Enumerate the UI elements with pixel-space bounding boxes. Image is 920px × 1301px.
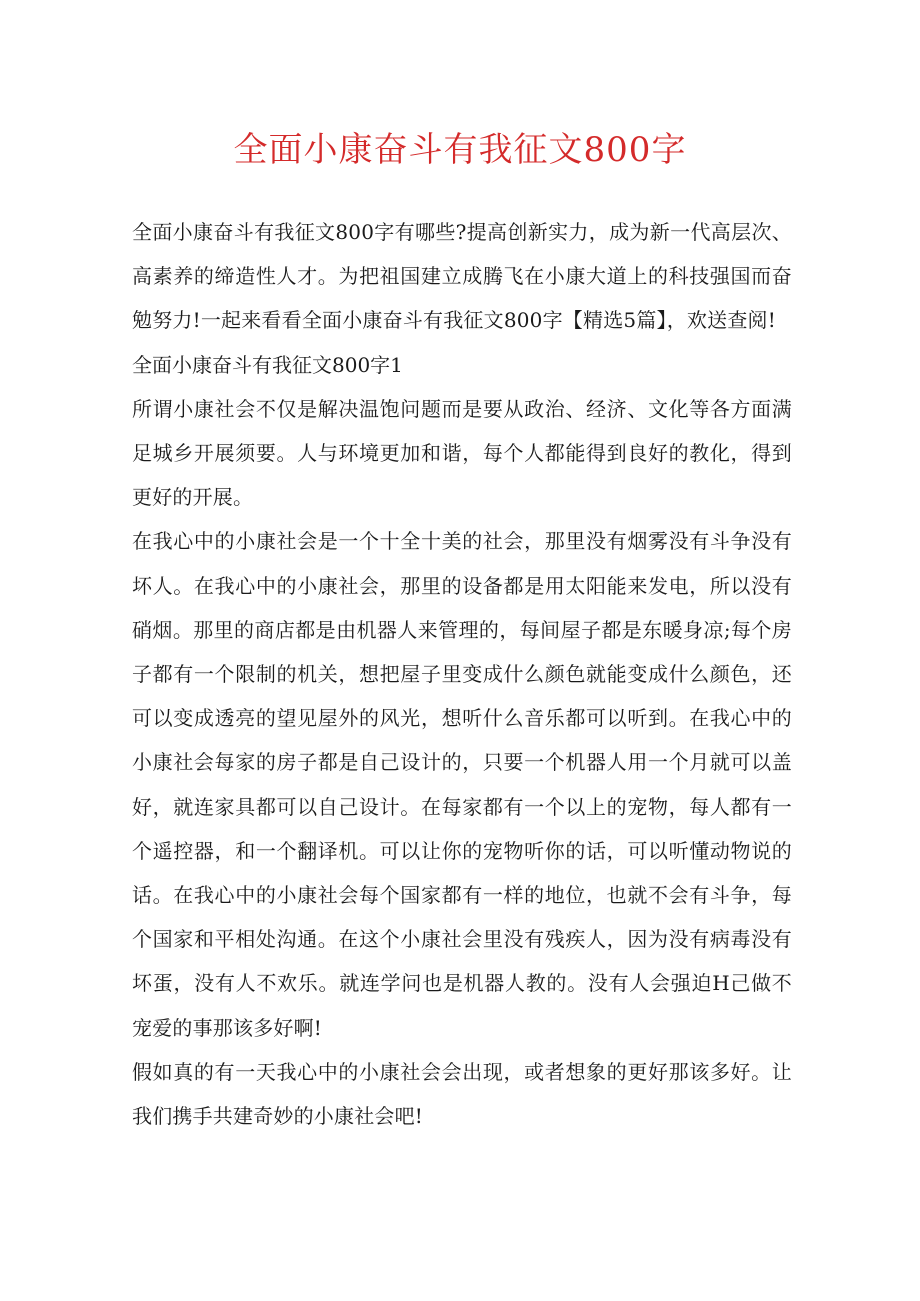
body-paragraph-2: 在我心中的小康社会是一个十全十美的社会，那里没有烟雾没有斗争没有坏人。在我心中的小康社会，那里的设备都是用太阳能来发电，所以没有硝烟。那里的商店都是由机器人来管理的，每间屋子都是东暖身凉;每个房子都有一个限制的机关，想把屋子里变成什么颜色就能变成什么颜色，还可以变成透亮的望见屋外的风光，想听什么音乐都可以听到。在我心中的小康社会每家的房子都是自己设计的，只要一个机器人用一个月就可以盖好，就连家具都可以自己设计。在每家都有一个以上的宠物，每人都有一个遥控器，和一个翻译机。可以让你的宠物听你的话，可以听懂动物说的话。在我心中的小康社会每个国家都有一样的地位，也就不会有斗争，每个国家和平相处沟通。在这个小康社会里没有残疾人，因为没有病毒没有坏蛋，没有人不欢乐。就连学问也是机器人教的。没有人会强迫H己做不宠爱的事那该多好啊! bbox=[132, 529, 792, 1040]
intro-paragraph: 全面小康奋斗有我征文800字有哪些?提高创新实力，成为新一代高层次、高素养的缔造性人才。为把祖国建立成腾飞在小康大道上的科技强国而奋勉努力!一起来看看全面小康奋斗有我征文800字【精选5篇】，欢送查阅! bbox=[132, 220, 792, 333]
body-paragraph-1: 所谓小康社会不仅是解决温饱问题而是要从政治、经济、文化等各方面满足城乡开展须要。人与环境更加和谐，每个人都能得到良好的教化，得到更好的开展。 bbox=[132, 396, 792, 510]
document-title: 全面小康奋斗有我征文800字 bbox=[233, 130, 687, 170]
document-body bbox=[132, 210, 792, 1138]
section-heading-1: 全面小康奋斗有我征文800字1 bbox=[132, 352, 403, 377]
body-paragraph-3: 假如真的有一天我心中的小康社会会出现，或者想象的更好那该多好。让我们携手共建奇妙的小康社会吧! bbox=[132, 1059, 792, 1129]
